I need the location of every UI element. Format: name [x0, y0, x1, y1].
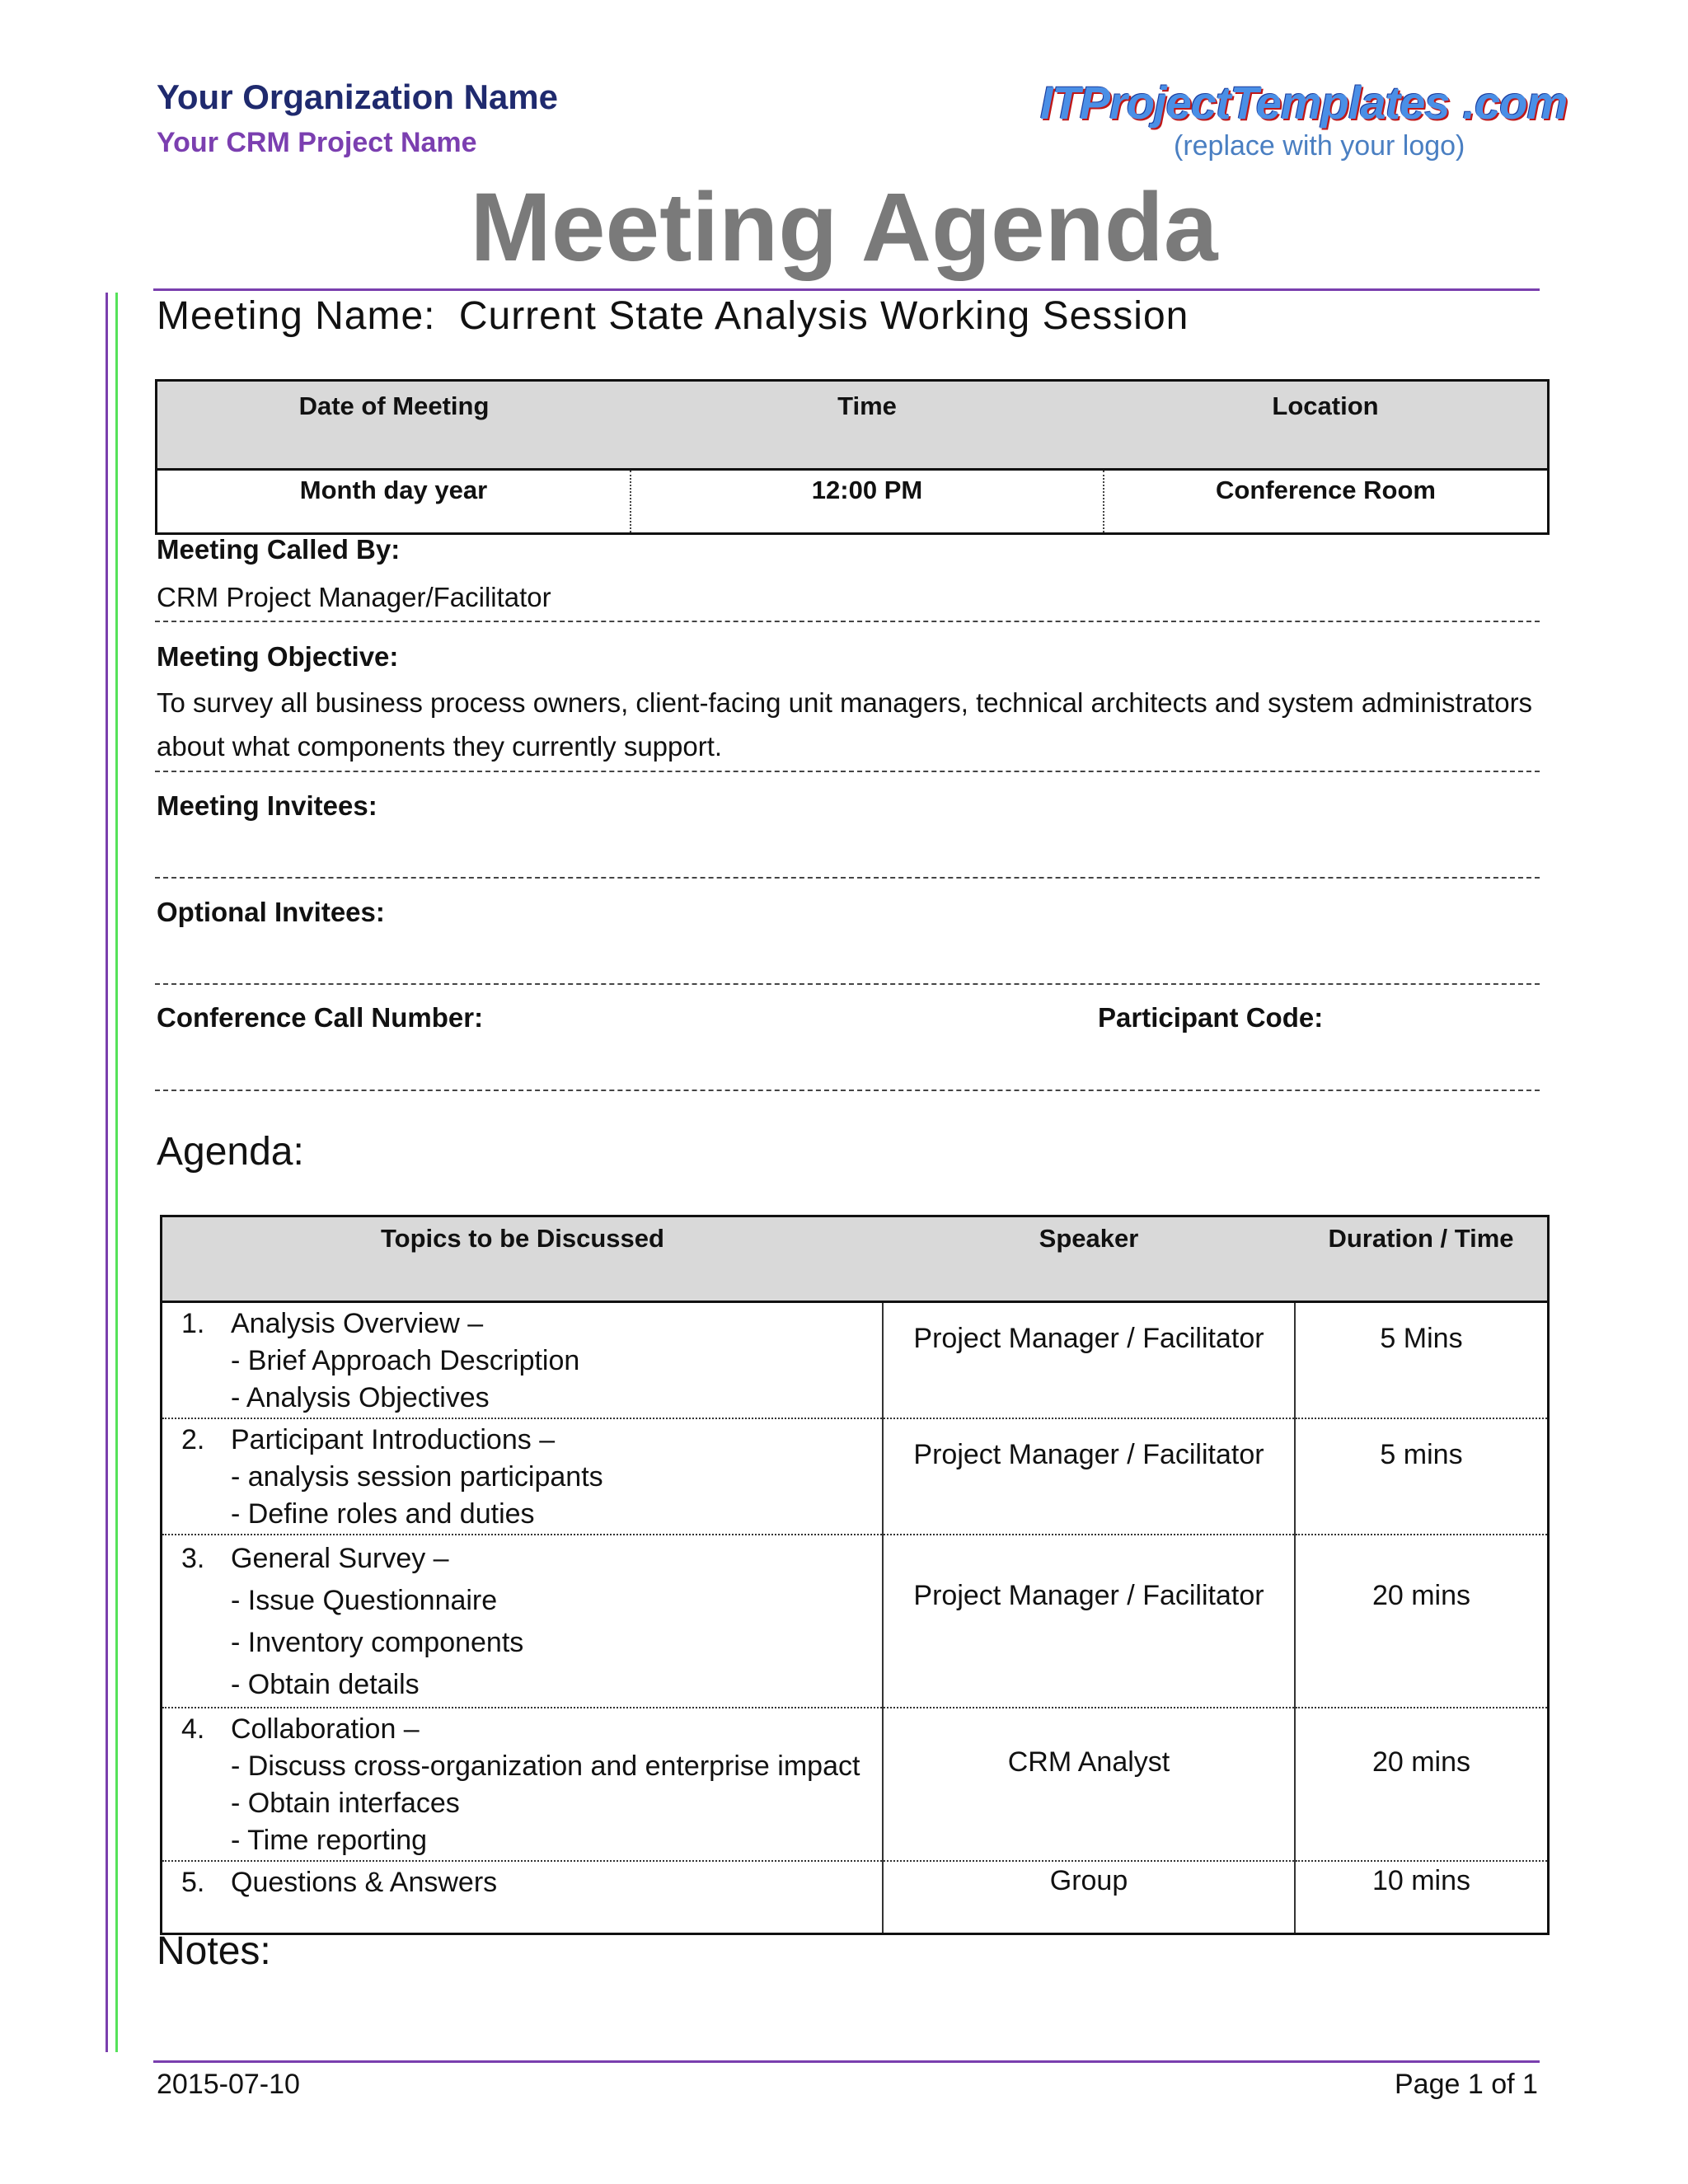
- conference-call-label: Conference Call Number:: [157, 1002, 484, 1033]
- speaker-cell: Project Manager / Facilitator: [883, 1418, 1295, 1535]
- invitees-label: Meeting Invitees:: [157, 790, 377, 821]
- speaker-cell: Project Manager / Facilitator: [883, 1302, 1295, 1419]
- objective-line-1: To survey all business process owners, client-facing unit managers, technical architects and system administrators: [157, 687, 1533, 718]
- agenda-row: [162, 1708, 1549, 1861]
- company-logo: [1040, 76, 1567, 129]
- header-topics: Topics to be Discussed: [162, 1216, 884, 1302]
- duration-cell: 20 mins: [1295, 1708, 1549, 1861]
- divider: [155, 1090, 1540, 1091]
- footer-page-number: Page 1 of 1: [1395, 2069, 1538, 2100]
- agenda-row: [162, 1861, 1549, 1933]
- value-time: 12:00 PM: [631, 470, 1104, 534]
- divider: [155, 621, 1540, 622]
- header-duration: Duration / Time: [1295, 1216, 1549, 1302]
- margin-bar-purple: [106, 293, 108, 2052]
- divider: [155, 877, 1540, 879]
- document-title: Meeting Agenda: [470, 173, 1218, 282]
- optional-invitees-label: Optional Invitees:: [157, 897, 385, 927]
- topic-cell: [162, 1535, 884, 1708]
- participant-code-label: Participant Code:: [1098, 1002, 1324, 1033]
- meeting-info-table: [155, 379, 1550, 535]
- divider: [155, 983, 1540, 985]
- objective-line-2: about what components they currently support.: [157, 731, 723, 762]
- header-date: Date of Meeting: [157, 381, 631, 470]
- header-speaker: Speaker: [883, 1216, 1295, 1302]
- footer-date: 2015-07-10: [157, 2069, 300, 2100]
- meeting-name-value: Current State Analysis Working Session: [458, 294, 1189, 338]
- topic-cell: [162, 1708, 884, 1861]
- topic-title: Collaboration –: [231, 1713, 420, 1745]
- topic-sub: - Discuss cross-organization and enterprise impact: [231, 1750, 860, 1782]
- agenda-row: [162, 1418, 1549, 1535]
- topic-sub: - Time reporting: [231, 1825, 428, 1856]
- called-by-label: Meeting Called By:: [157, 534, 401, 565]
- divider: [155, 771, 1540, 772]
- title-rule: [153, 288, 1540, 291]
- logo-note: (replace with your logo): [1174, 130, 1465, 162]
- topic-cell: [162, 1302, 884, 1419]
- value-date: Month day year: [157, 470, 631, 534]
- topic-number: 3.: [181, 1543, 205, 1574]
- topic-title: Participant Introductions –: [231, 1424, 556, 1455]
- header-location: Location: [1104, 381, 1549, 470]
- organization-name: Your Organization Name: [157, 77, 558, 116]
- topic-number: 5.: [181, 1867, 205, 1898]
- speaker-cell: Group: [883, 1861, 1295, 1933]
- topic-cell: [162, 1861, 884, 1933]
- agenda-table: [160, 1215, 1550, 1935]
- project-name: Your CRM Project Name: [157, 127, 477, 158]
- agenda-row: [162, 1535, 1549, 1708]
- agenda-row: [162, 1302, 1549, 1419]
- logo-domain: .com: [1462, 77, 1568, 129]
- meeting-name-label: Meeting Name:: [157, 294, 436, 338]
- topic-sub: - analysis session participants: [231, 1461, 603, 1493]
- logo-text: ITProjectTemplates: [1040, 77, 1450, 129]
- called-by-value: CRM Project Manager/Facilitator: [157, 582, 551, 612]
- topic-title: Questions & Answers: [231, 1867, 498, 1898]
- notes-heading: Notes:: [157, 1929, 271, 1973]
- topic-number: 4.: [181, 1713, 205, 1745]
- topic-sub: - Inventory components: [231, 1627, 524, 1658]
- duration-cell: 10 mins: [1295, 1861, 1549, 1933]
- footer-rule: [153, 2060, 1540, 2063]
- topic-number: 2.: [181, 1424, 205, 1455]
- speaker-cell: CRM Analyst: [883, 1708, 1295, 1861]
- topic-title: General Survey –: [231, 1543, 449, 1574]
- topic-number: 1.: [181, 1308, 205, 1339]
- topic-sub: - Define roles and duties: [231, 1498, 535, 1530]
- objective-label: Meeting Objective:: [157, 641, 399, 672]
- duration-cell: 5 Mins: [1295, 1302, 1549, 1419]
- meeting-name: [157, 293, 1189, 339]
- topic-title: Analysis Overview –: [231, 1308, 484, 1339]
- header-time: Time: [631, 381, 1104, 470]
- agenda-heading: Agenda:: [157, 1130, 304, 1174]
- topic-sub: - Analysis Objectives: [231, 1382, 490, 1413]
- topic-cell: [162, 1418, 884, 1535]
- duration-cell: 5 mins: [1295, 1418, 1549, 1535]
- speaker-cell: Project Manager / Facilitator: [883, 1535, 1295, 1708]
- topic-sub: - Obtain details: [231, 1669, 420, 1700]
- duration-cell: 20 mins: [1295, 1535, 1549, 1708]
- topic-sub: - Obtain interfaces: [231, 1788, 460, 1819]
- margin-bar-green: [115, 293, 118, 2052]
- value-location: Conference Room: [1104, 470, 1549, 534]
- topic-sub: - Brief Approach Description: [231, 1345, 580, 1376]
- topic-sub: - Issue Questionnaire: [231, 1585, 498, 1616]
